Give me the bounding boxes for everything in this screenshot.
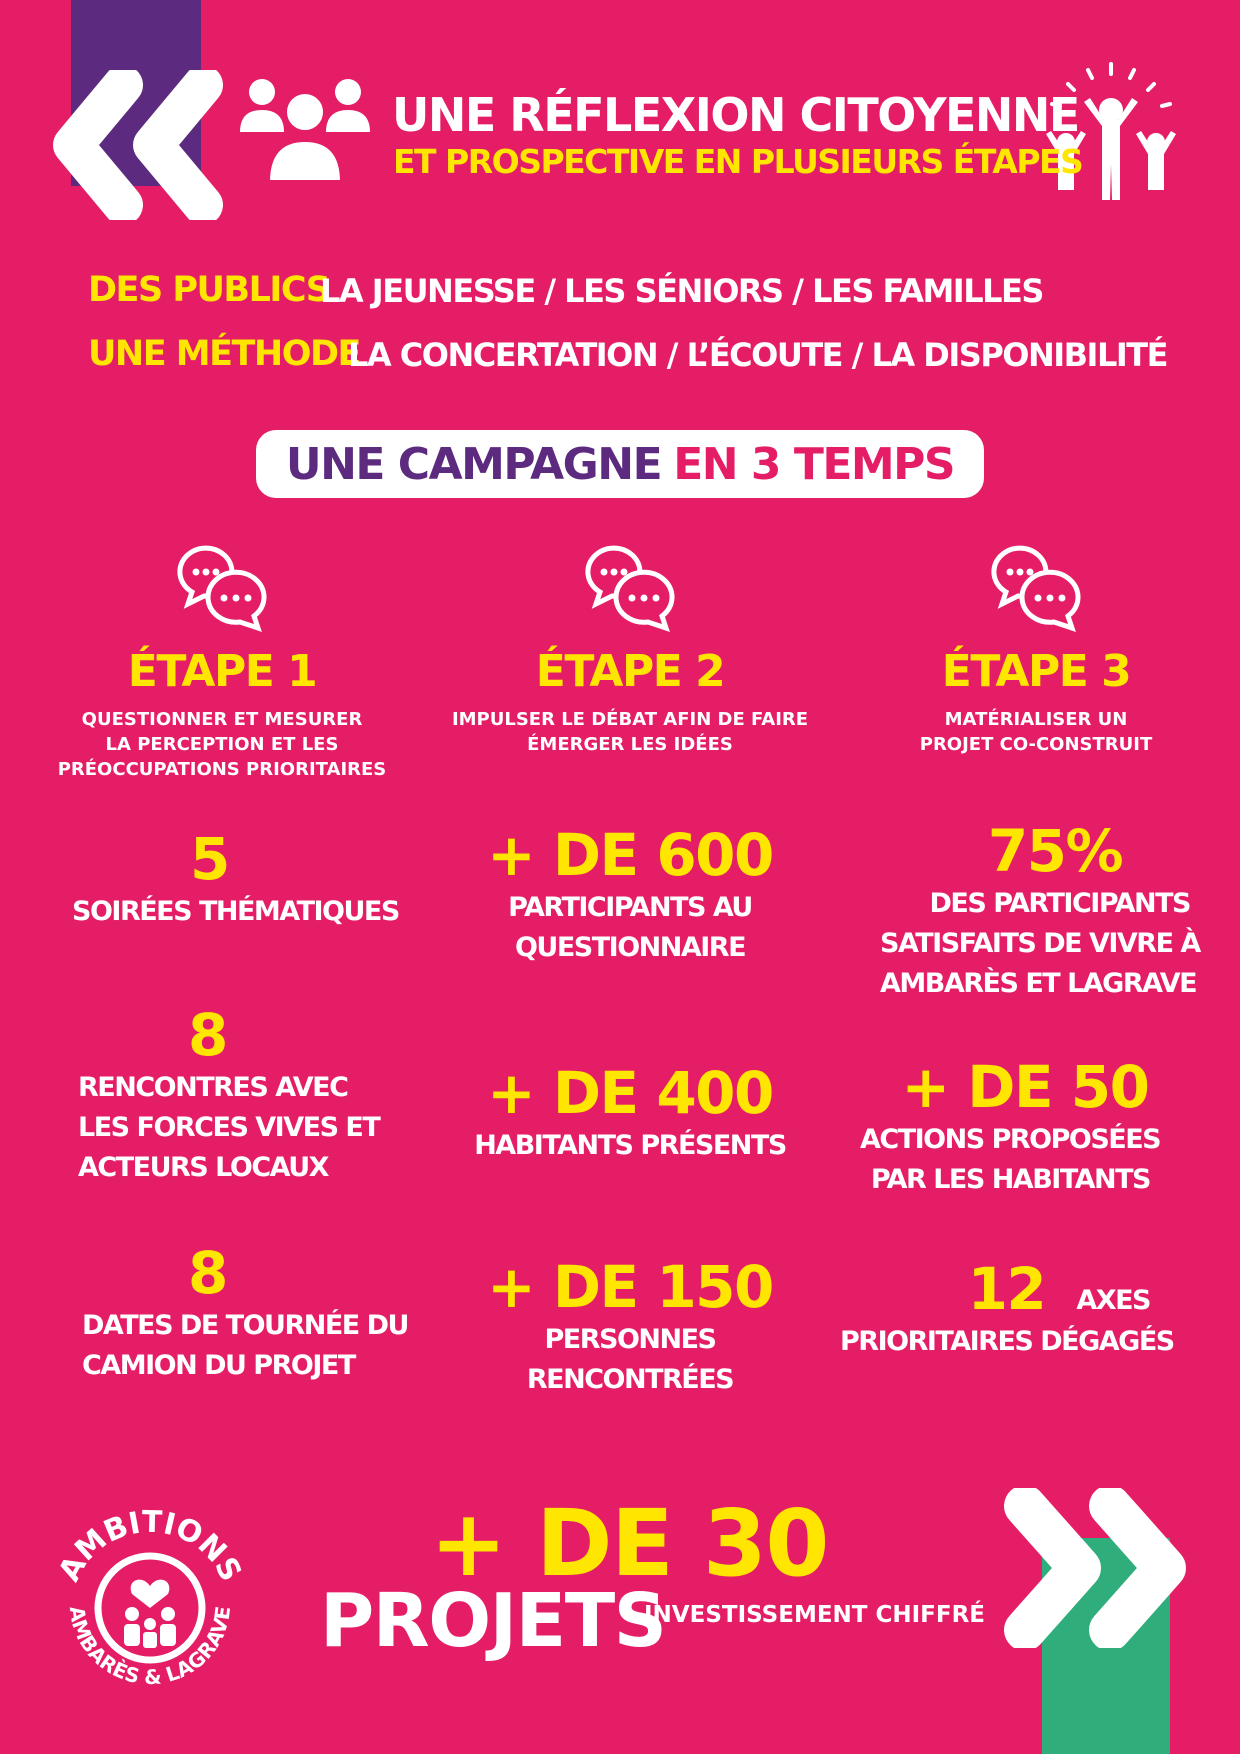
- total-label: PROJETS: [320, 1578, 666, 1664]
- ambitions-logo: [50, 1500, 250, 1700]
- svg-text:AMBARÈS & LAGRAVE: AMBARÈS & LAGRAVE: [64, 1604, 236, 1690]
- publics-key: DES PUBLICS: [88, 270, 330, 310]
- stat-satisfaits: 75% DES PARTICIPANTS SATISFAITS DE VIVRE À AMBARÈS ET LAGRAVE: [880, 817, 1200, 999]
- stat-axes: 12 AXES PRIORITAIRES DÉGAGÉS: [840, 1255, 1174, 1357]
- page-subtitle: ET PROSPECTIVE EN PLUSIEURS ÉTAPES: [393, 142, 1083, 181]
- total-note: INVESTISSEMENT CHIFFRÉ: [644, 1602, 986, 1628]
- methode-value: LA CONCERTATION / L’ÉCOUTE / LA DISPONIBILITÉ: [348, 336, 1167, 374]
- svg-text:AMBITIONS: AMBITIONS: [51, 1504, 249, 1588]
- people-icon: [240, 74, 370, 184]
- stat-tournee: 8 DATES DE TOURNÉE DU CAMION DU PROJET: [82, 1239, 408, 1381]
- etape-title: ÉTAPE 3: [941, 646, 1131, 697]
- campaign-part1: UNE CAMPAGNE: [285, 438, 662, 490]
- chat-bubbles-icon: [988, 540, 1084, 632]
- stat-actions: + DE 50 ACTIONS PROPOSÉES PAR LES HABITANTS: [860, 1053, 1161, 1195]
- methode-key: UNE MÉTHODE: [88, 334, 360, 374]
- chevron-left-icon: [48, 70, 238, 220]
- etape-2: [440, 540, 820, 757]
- etape-title: ÉTAPE 2: [535, 646, 725, 697]
- etape-title: ÉTAPE 1: [127, 646, 317, 697]
- etape-description: MATÉRIALISER UN PROJET CO-CONSTRUIT: [919, 709, 1153, 755]
- stat-personnes: + DE 150 PERSONNES RENCONTRÉES: [487, 1253, 773, 1395]
- etape-3: [846, 540, 1226, 757]
- etape-description: QUESTIONNER ET MESURER LA PERCEPTION ET LES PRÉOCCUPATIONS PRIORITAIRES: [57, 709, 387, 780]
- stat-participants: + DE 600 PARTICIPANTS AU QUESTIONNAIRE: [487, 821, 773, 963]
- page-title: UNE RÉFLEXION CITOYENNE: [392, 88, 1079, 142]
- publics-value: LA JEUNESSE / LES SÉNIORS / LES FAMILLES: [320, 272, 1043, 310]
- stat-soirees: 5 SOIRÉES THÉMATIQUES: [72, 825, 399, 927]
- chat-bubbles-icon: [582, 540, 678, 632]
- campaign-banner: [256, 430, 984, 498]
- stat-habitants: + DE 400 HABITANTS PRÉSENTS: [474, 1059, 786, 1161]
- chevron-right-icon: [995, 1488, 1195, 1648]
- total-number: + DE 30: [430, 1490, 828, 1597]
- campaign-part2: EN 3 TEMPS: [673, 438, 955, 490]
- etape-description: IMPULSER LE DÉBAT AFIN DE FAIRE ÉMERGER LES IDÉES: [451, 709, 809, 755]
- etape-1: [32, 540, 412, 782]
- chat-bubbles-icon: [174, 540, 270, 632]
- stat-rencontres: 8 RENCONTRES AVEC LES FORCES VIVES ET ACTEURS LOCAUX: [78, 1001, 380, 1183]
